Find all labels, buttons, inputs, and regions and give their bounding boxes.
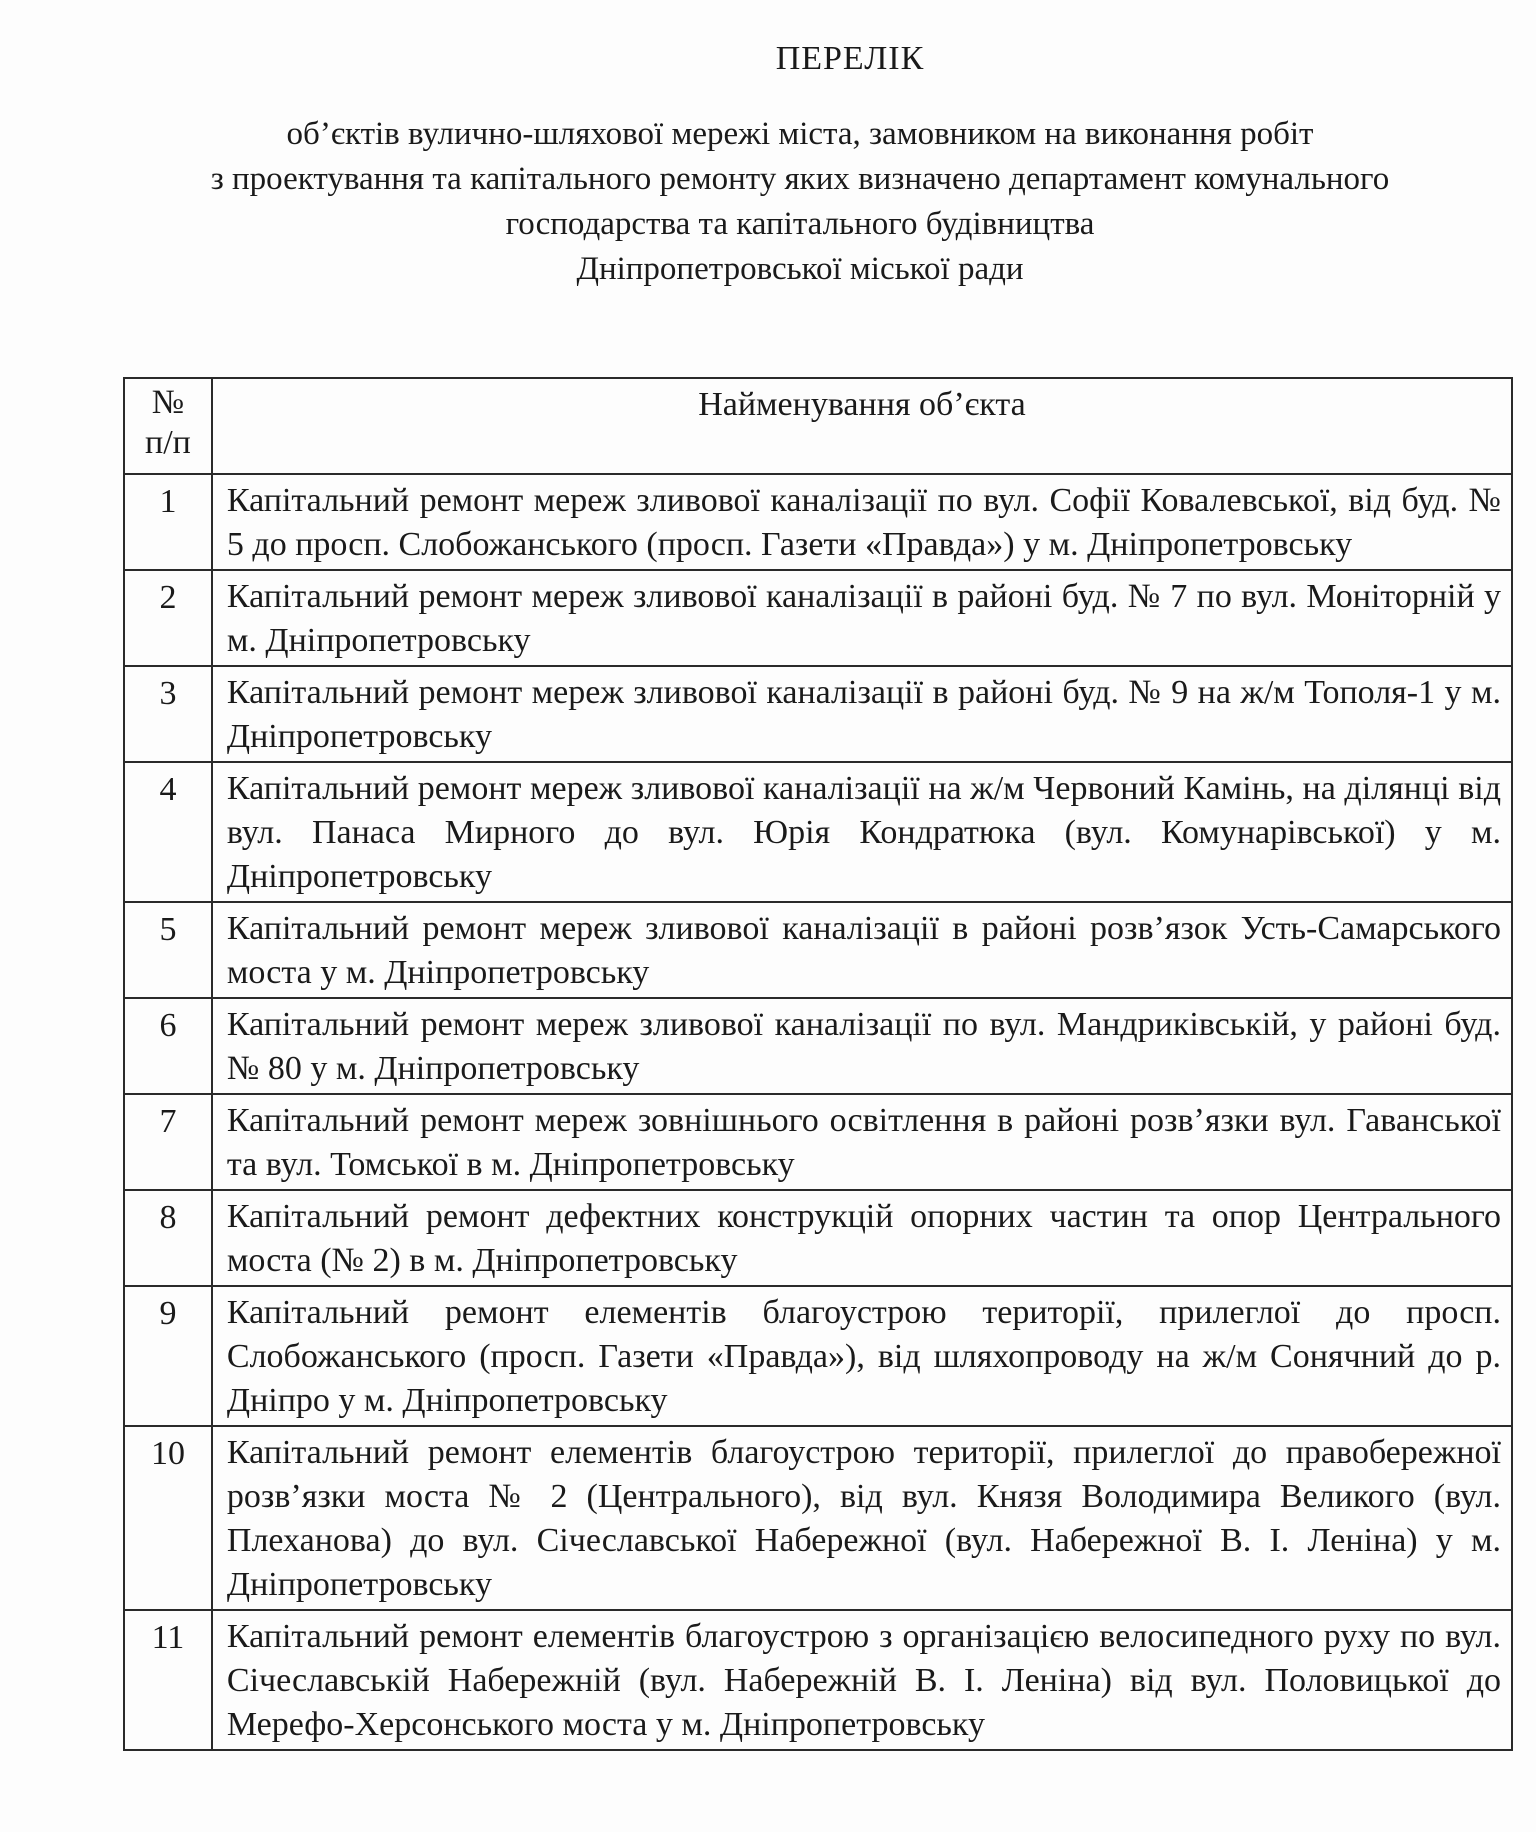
object-name: Капітальний ремонт мереж зливової каналізації по вул. Софії Ковалевської, від буд. № 5 до просп. Слобожанського (просп. Газети «Правда») у м. Дніпропетровську (212, 474, 1512, 570)
table-row (124, 1610, 1512, 1750)
row-number: 2 (124, 570, 212, 666)
document-title: ПЕРЕЛІК (775, 40, 925, 77)
table-row (124, 762, 1512, 902)
row-number: 9 (124, 1286, 212, 1426)
object-name: Капітальний ремонт елементів благоустрою території, прилеглої до правобережної розв’язки моста № 2 (Центрального), від вул. Князя Володимира Великого (вул. Плеханова) до вул. Січеславської Набережної (вул. Набережної В. І. Леніна) у м. Дніпропетровську (212, 1426, 1512, 1610)
subtitle-line: господарства та капітального будівництва (505, 206, 1095, 242)
table-row (124, 1286, 1512, 1426)
objects-table (123, 377, 1513, 1751)
object-name: Капітальний ремонт мереж зливової каналізації в районі буд. № 7 по вул. Моніторній у м. Дніпропетровську (212, 570, 1512, 666)
subtitle-line: об’єктів вулично-шляхової мережі міста, замовником на виконання робіт (286, 116, 1314, 152)
object-name: Капітальний ремонт мереж зливової каналізації по вул. Мандриківській, у районі буд. № 80 у м. Дніпропетровську (212, 998, 1512, 1094)
table-row (124, 998, 1512, 1094)
table-row (124, 570, 1512, 666)
column-header-number-abbr: п/п (145, 424, 191, 461)
table-row (124, 474, 1512, 570)
subtitle-line: з проектування та капітального ремонту яких визначено департамент комунального (210, 161, 1390, 197)
table-header-row (124, 378, 1512, 474)
table-row (124, 902, 1512, 998)
row-number: 10 (124, 1426, 212, 1610)
object-name: Капітальний ремонт елементів благоустрою з організацією велосипедного руху по вул. Січеславській Набережній (вул. Набережній В. І. Леніна) від вул. Половицької до Мерефо-Херсонського моста у м. Дніпропетровську (212, 1610, 1512, 1750)
column-header-number-symbol: № (151, 384, 185, 421)
object-name: Капітальний ремонт мереж зовнішнього освітлення в районі розв’язки вул. Гаванської та вул. Томської в м. Дніпропетровську (212, 1094, 1512, 1190)
row-number: 1 (124, 474, 212, 570)
row-number: 6 (124, 998, 212, 1094)
column-header-name: Найменування об’єкта (212, 378, 1512, 474)
table-row (124, 1094, 1512, 1190)
object-name: Капітальний ремонт мереж зливової каналізації в районі розв’язок Усть-Самарського моста у м. Дніпропетровську (212, 902, 1512, 998)
subtitle-line: Дніпропетровської міської ради (576, 251, 1024, 287)
object-name: Капітальний ремонт дефектних конструкцій опорних частин та опор Центрального моста (№ 2) в м. Дніпропетровську (212, 1190, 1512, 1286)
table-row (124, 1426, 1512, 1610)
column-header-number (124, 378, 212, 474)
row-number: 5 (124, 902, 212, 998)
row-number: 4 (124, 762, 212, 902)
object-name: Капітальний ремонт мереж зливової каналізації в районі буд. № 9 на ж/м Тополя-1 у м. Дніпропетровську (212, 666, 1512, 762)
row-number: 7 (124, 1094, 212, 1190)
table-row (124, 1190, 1512, 1286)
document-subtitle (70, 112, 1530, 292)
table-row (124, 666, 1512, 762)
object-name: Капітальний ремонт елементів благоустрою території, прилеглої до просп. Слобожанського (просп. Газети «Правда»), від шляхопроводу на ж/м Сонячний до р. Дніпро у м. Дніпропетровську (212, 1286, 1512, 1426)
object-name: Капітальний ремонт мереж зливової каналізації на ж/м Червоний Камінь, на ділянці від вул. Панаса Мирного до вул. Юрія Кондратюка (вул. Комунарівської) у м. Дніпропетровську (212, 762, 1512, 902)
row-number: 8 (124, 1190, 212, 1286)
row-number: 3 (124, 666, 212, 762)
row-number: 11 (124, 1610, 212, 1750)
